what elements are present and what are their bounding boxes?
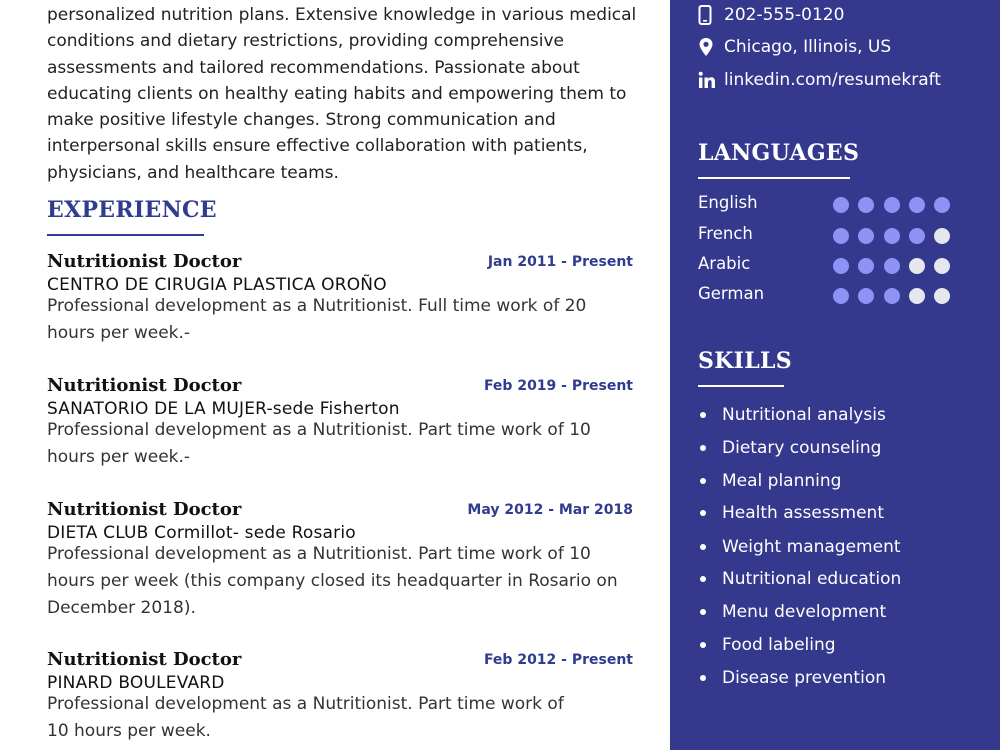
skill-label: Disease prevention xyxy=(722,668,886,688)
job-description: Professional development as a Nutritionist. Part time work of 10 hours per week.- xyxy=(47,420,591,467)
skill-item xyxy=(700,633,836,657)
languages-heading-underline xyxy=(698,177,850,179)
language-name: English xyxy=(698,193,758,212)
contact-phone xyxy=(698,3,844,27)
level-dot-filled xyxy=(833,288,849,304)
bullet-icon xyxy=(700,675,706,681)
job-date: Feb 2012 - Present xyxy=(483,652,633,668)
language-level-dots xyxy=(833,228,950,244)
language-row xyxy=(698,224,950,246)
job-date: Feb 2019 - Present xyxy=(483,378,633,394)
level-dot-filled xyxy=(833,228,849,244)
job-title: Nutritionist Doctor xyxy=(47,375,242,396)
level-dot-filled xyxy=(833,197,849,213)
skill-item xyxy=(700,600,886,624)
job-company: DIETA CLUB Cormillot- sede Rosario xyxy=(47,523,356,543)
level-dot-filled xyxy=(934,197,950,213)
job-company: PINARD BOULEVARD xyxy=(47,673,225,693)
level-dot-filled xyxy=(884,258,900,274)
bullet-icon xyxy=(700,445,706,451)
job-title: Nutritionist Doctor xyxy=(47,499,242,520)
bullet-icon xyxy=(700,510,706,516)
job-description: Professional development as a Nutritionist. Part time work of 10 hours per week (this company closed its headquarter in Rosario on December 2018). xyxy=(47,544,618,618)
bullet-icon xyxy=(700,642,706,648)
language-row xyxy=(698,254,950,276)
level-dot-filled xyxy=(858,228,874,244)
skill-label: Health assessment xyxy=(722,503,884,523)
skill-label: Meal planning xyxy=(722,471,842,491)
skill-item xyxy=(700,666,886,690)
language-name: German xyxy=(698,284,765,303)
skill-label: Nutritional analysis xyxy=(722,405,886,425)
location-text: Chicago, Illinois, US xyxy=(724,37,892,57)
job-date: May 2012 - Mar 2018 xyxy=(467,502,633,518)
linkedin-icon xyxy=(698,70,718,90)
level-dot-filled xyxy=(858,288,874,304)
language-row xyxy=(698,193,950,215)
level-dot-filled xyxy=(909,228,925,244)
contact-linkedin[interactable] xyxy=(698,68,941,92)
skill-label: Dietary counseling xyxy=(722,438,882,458)
level-dot-empty xyxy=(909,258,925,274)
skill-item xyxy=(700,501,884,525)
job-title: Nutritionist Doctor xyxy=(47,251,242,272)
skill-label: Food labeling xyxy=(722,635,836,655)
level-dot-filled xyxy=(833,258,849,274)
contact-location xyxy=(698,35,891,59)
bullet-icon xyxy=(700,412,706,418)
bullet-icon xyxy=(700,609,706,615)
job-company: SANATORIO DE LA MUJER-sede Fisherton xyxy=(47,399,400,419)
job-company: CENTRO DE CIRUGIA PLASTICA OROÑO xyxy=(47,275,387,295)
language-row xyxy=(698,284,950,306)
experience-heading-underline xyxy=(47,234,204,236)
phone-text: 202-555-0120 xyxy=(724,5,845,25)
level-dot-filled xyxy=(884,288,900,304)
level-dot-empty xyxy=(909,288,925,304)
skills-heading: SKILLS xyxy=(698,348,792,374)
phone-icon xyxy=(698,5,718,25)
location-pin-icon xyxy=(698,37,718,57)
job-description: Professional development as a Nutritionist. Part time work of 10 hours per week. xyxy=(47,694,564,741)
skill-item xyxy=(700,403,886,427)
job-description: Professional development as a Nutritionist. Full time work of 20 hours per week.- xyxy=(47,296,587,343)
skill-label: Nutritional education xyxy=(722,569,902,589)
bullet-icon xyxy=(700,478,706,484)
linkedin-link[interactable]: linkedin.com/resumekraft xyxy=(724,70,941,90)
bullet-icon xyxy=(700,576,706,582)
skills-heading-underline xyxy=(698,385,784,387)
bullet-icon xyxy=(700,544,706,550)
level-dot-filled xyxy=(858,258,874,274)
skill-label: Weight management xyxy=(722,537,901,557)
level-dot-empty xyxy=(934,288,950,304)
skill-item xyxy=(700,567,901,591)
language-name: Arabic xyxy=(698,254,751,273)
level-dot-filled xyxy=(858,197,874,213)
experience-heading: EXPERIENCE xyxy=(47,197,217,223)
level-dot-empty xyxy=(934,258,950,274)
level-dot-filled xyxy=(909,197,925,213)
job-title: Nutritionist Doctor xyxy=(47,649,242,670)
language-level-dots xyxy=(833,258,950,274)
skill-item xyxy=(700,535,901,559)
skill-label: Menu development xyxy=(722,602,887,622)
job-date: Jan 2011 - Present xyxy=(487,254,633,270)
level-dot-filled xyxy=(884,228,900,244)
language-level-dots xyxy=(833,197,950,213)
level-dot-empty xyxy=(934,228,950,244)
language-level-dots xyxy=(833,288,950,304)
sidebar xyxy=(670,0,1000,750)
language-name: French xyxy=(698,224,753,243)
level-dot-filled xyxy=(884,197,900,213)
skill-item xyxy=(700,436,881,460)
profile-summary: personalized nutrition plans. Extensive knowledge in various medical conditions and dietary restrictions, providing comprehensive assessments and tailored recommendations. Passionate about educating clients on healthy eating habits and empowering them to make positive lifestyle changes. Strong communication and interpersonal skills ensure effective collaboration with patients, physicians, and healthcare teams. xyxy=(47,5,637,183)
skill-item xyxy=(700,469,841,493)
languages-heading: LANGUAGES xyxy=(698,140,860,166)
